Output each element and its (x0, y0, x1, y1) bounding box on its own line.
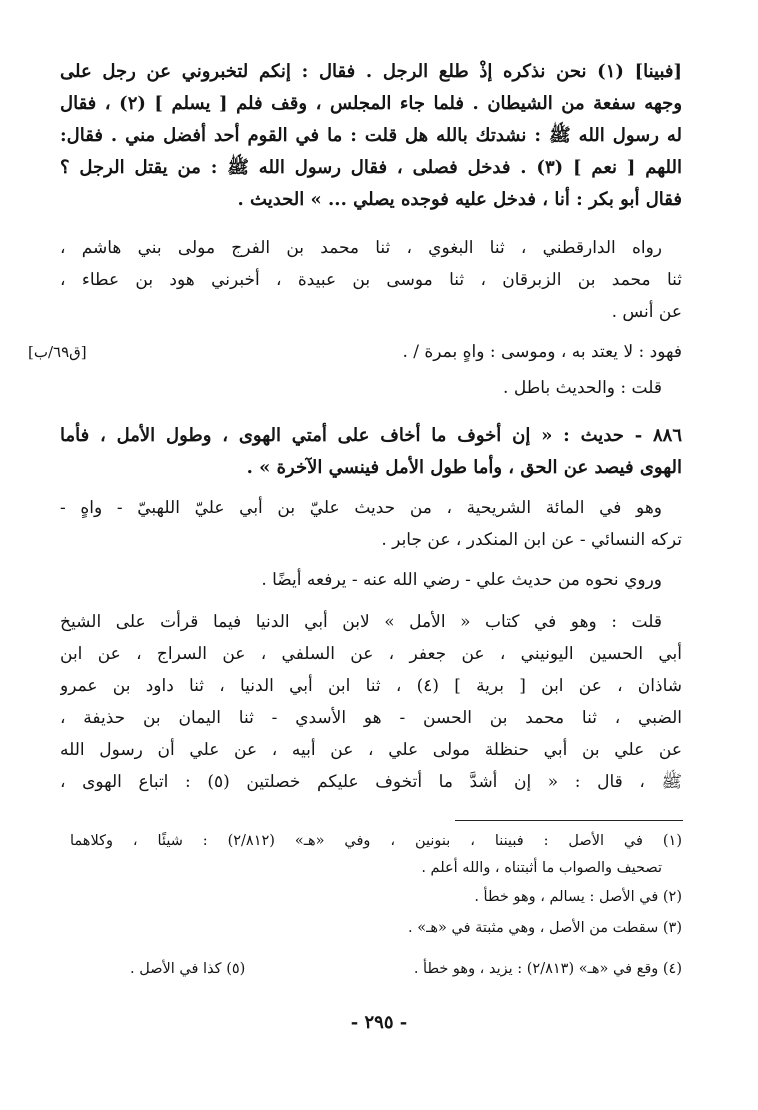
takhrij-paragraph-2 (60, 564, 682, 596)
text-line: ثنا محمد بن الزبرقان ، ثنا موسى بن عبيدة ، أخبرني هود بن عطاء ، (60, 270, 682, 290)
text-line: فهود : لا يعتد به ، وموسى : واهٍ بمرة / . (402, 342, 682, 362)
text-line: عن علي بن أبي حنظلة مولى علي ، عن أبيه ، عن علي أن رسول الله (60, 740, 682, 760)
footnote-separator (455, 820, 683, 821)
footnote-5: (٥) كذا في الأصل . (130, 961, 246, 977)
text-line: أبي الحسين اليونيني ، عن جعفر ، عن السلفي ، عن السراج ، عن ابن (60, 644, 682, 664)
footnote-row-4-5 (130, 956, 682, 983)
text-line: رواه الدارقطني ، ثنا البغوي ، ثنا محمد بن الفرج مولى بني هاشم ، (60, 238, 662, 258)
hadith-excerpt (60, 56, 682, 216)
text-line: الهوى فيصد عن الحق ، وأما طول الأمل فينسي الآخرة » . (246, 457, 682, 478)
text-line: [فبينا] (١) نحن نذكره إذْ طلع الرجل . فقال : إنكم لتخبروني عن رجل على (60, 61, 682, 82)
text-line: قلت : وهو في كتاب « الأمل » لابن أبي الدنيا فيما قرأت على الشيخ (60, 612, 662, 632)
footnote-1-line-1: (١) في الأصل : فبيننا ، بنونين ، وفي «هـ» (٢/٨١٢) : شيئًا ، وكلاهما (70, 833, 682, 849)
text-line: اللهم [ نعم ] (٣) . فدخل فصلى ، فقال رسول الله ﷺ : من يقتل الرجل ؟ (60, 157, 682, 178)
text-line: وجهه سفعة من الشيطان . فلما جاء المجلس ، وقف فلم [ يسلم ] (٢) ، فقال (60, 93, 682, 114)
footnote-3: (٣) سقطت من الأصل ، وهي مثبتة في «هـ» . (408, 920, 682, 936)
text-line: عن أنس . (611, 302, 682, 322)
text-line: قلت : والحديث باطل . (503, 378, 662, 398)
text-line: شاذان ، عن ابن [ برية ] (٤) ، ثنا ابن أبي الدنيا ، ثنا داود بن عمرو (60, 676, 682, 696)
isnad-paragraph (60, 232, 682, 328)
manuscript-folio-reference: [ق٦٩/ب] (28, 343, 87, 361)
hadith-886 (60, 420, 682, 484)
text-line: تركه النسائي - عن ابن المنكدر ، عن جابر . (381, 530, 682, 550)
footnote-2: (٢) في الأصل : يسالم ، وهو خطأ . (474, 889, 682, 905)
critique-paragraph (60, 336, 682, 368)
text-line: وهو في المائة الشريحية ، من حديث عليّ بن أبي عليّ اللهبيّ - واهٍ - (60, 498, 662, 518)
takhrij-paragraph-3 (60, 606, 682, 798)
text-line: الضبي ، ثنا محمد بن الحسن - هو الأسدي - ثنا اليمان بن حذيفة ، (60, 708, 682, 728)
text-line: له رسول الله ﷺ : نشدتك بالله هل قلت : ما في القوم أحد أفضل مني . فقال: (60, 125, 682, 146)
text-line: ٨٨٦ - حديث : « إن أخوف ما أخاف على أمتي الهوى ، وطول الأمل ، فأما (60, 425, 682, 446)
footnote-1-line-2: تصحيف والصواب ما أثبتناه ، والله أعلم . (421, 860, 662, 876)
verdict-paragraph (60, 372, 682, 404)
text-line: ﷺ ، قال : « إن أشدَّ ما أتخوف عليكم خصلتين (٥) : اتباع الهوى ، (60, 772, 682, 792)
footnote-4: (٤) وقع في «هـ» (٢/٨١٣) : يزيد ، وهو خطأ . (413, 961, 682, 977)
page-number: - ٢٩٥ - (350, 1012, 408, 1033)
takhrij-paragraph-1 (60, 492, 682, 556)
text-line: وروي نحوه من حديث علي - رضي الله عنه - يرفعه أيضًا . (261, 570, 662, 590)
text-line: فقال أبو بكر : أنا ، فدخل عليه فوجده يصلي ... » الحديث . (237, 189, 682, 210)
